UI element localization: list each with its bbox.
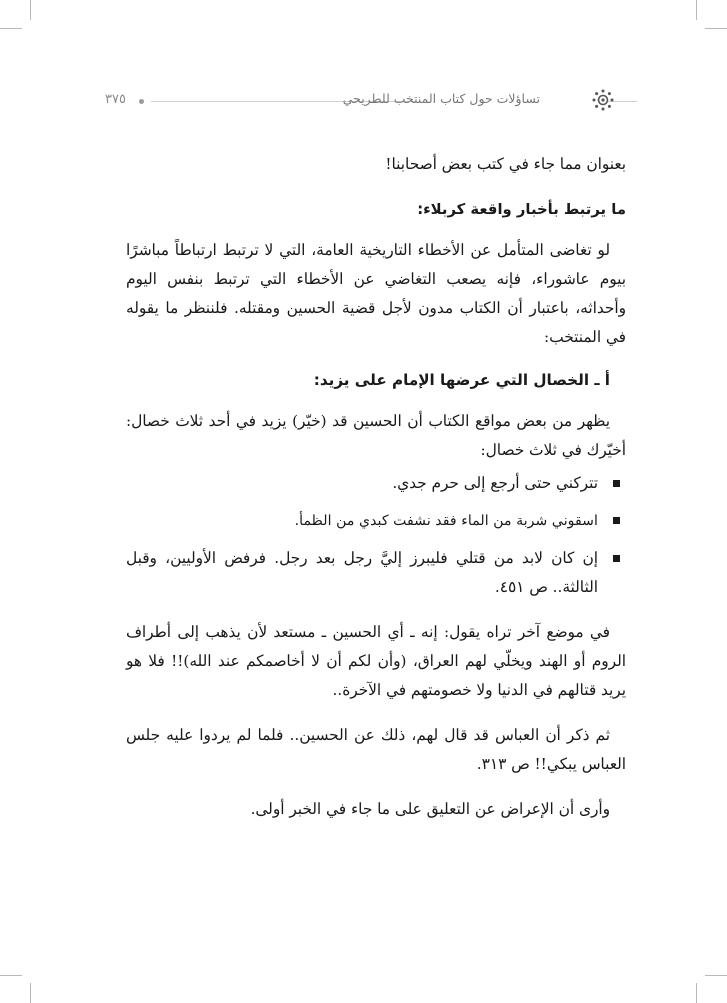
square-bullet-icon: [613, 480, 620, 487]
crop-mark: [0, 28, 22, 29]
list-item: [126, 544, 626, 602]
subheading-paragraph: يظهر من بعض مواقع الكتاب أن الحسين قد (خيّر) يزيد في أحد ثلاث خصال: أخيّرك في ثلاث خصال:: [126, 412, 626, 459]
list-item-text: اسقوني شربة من الماء فقد نشفت كبدي من الظمأ.: [294, 513, 598, 529]
closing-paragraph: وأرى أن الإعراض عن التعليق على ما جاء في الخبر أولى.: [250, 800, 610, 818]
paragraph-abbas: ثم ذكر أن العباس قد قال لهم، ذلك عن الحسين.. فلما لم يردوا عليه جلس العباس يبكي!! ص ٣١٣.: [126, 726, 626, 773]
list-item-text: إن كان لابد من قتلي فليبرز إليَّ رجل بعد رجل. فرفض الأوليين، وقبل الثالثة.. ص ٤٥١.: [126, 549, 598, 596]
conditions-list: [126, 469, 626, 602]
crop-mark: [30, 0, 31, 20]
paragraph-other-place: في موضع آخر تراه يقول: إنه ـ أي الحسين ـ مستعد لأن يذهب إلى أطراف الروم أو الهند ويخلّي لهم العراق، (وأن لكم أن لا أخاصمكم عند الله)!! فلا هو يريد قتالهم في الدنيا ولا خصومتهم في الآخرة..: [126, 623, 626, 699]
crop-mark: [705, 975, 727, 976]
square-bullet-icon: [613, 517, 620, 524]
list-item: [126, 469, 626, 498]
intro-paragraph: لو تغاضى المتأمل عن الأخطاء التاريخية العامة، التي لا ترتبط ارتباطاً مباشرًا بيوم عاشوراء، فإنه يصعب التغاضي عن الأخطاء التي ترتبط بنفس اليوم وأحداثه، باعتبار أن الكتاب مدون لأجل قضية الحسين ومقتله. فلننظر ما يقوله في المنتخب:: [126, 241, 626, 346]
running-title: تساؤلات حول كتاب المنتخب للطريحي: [342, 91, 540, 106]
crop-mark: [696, 0, 697, 20]
crop-mark: [696, 983, 697, 1003]
section-heading: ما يرتبط بأخبار واقعة كربلاء:: [417, 201, 626, 218]
flower-ornament-icon: [591, 88, 615, 112]
crop-mark: [705, 28, 727, 29]
separator-dot: [139, 99, 144, 104]
crop-mark: [0, 975, 22, 976]
crop-mark: [30, 983, 31, 1003]
running-header: [95, 86, 635, 116]
list-item-text: تتركني حتى أرجع إلى حرم جدي.: [392, 474, 598, 492]
page-number: ٣٧٥: [105, 92, 126, 107]
page-body: [126, 150, 626, 824]
square-bullet-icon: [613, 555, 620, 562]
subheading: أ ـ الخصال التي عرضها الإمام على يزيد:: [313, 371, 610, 389]
list-item: [126, 506, 626, 536]
opening-line: بعنوان مما جاء في كتب بعض أصحابنا!: [385, 155, 626, 173]
